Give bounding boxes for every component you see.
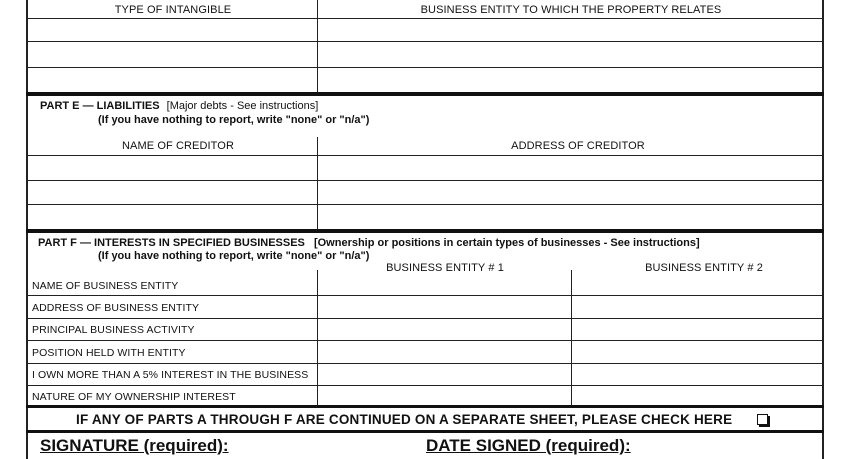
entity-2-name-field[interactable] — [572, 275, 822, 295]
part-d-row-2-entity[interactable] — [318, 42, 822, 67]
creditor-row-1-name[interactable] — [28, 156, 317, 180]
entity-1-address-field[interactable] — [318, 296, 571, 318]
entity-1-name-field[interactable] — [318, 275, 571, 295]
creditor-row-2-address[interactable] — [318, 181, 822, 204]
type-of-intangible-header: TYPE OF INTANGIBLE — [114, 4, 232, 16]
part-f-subnote: (If you have nothing to report, write "none" or "n/a") — [98, 250, 370, 262]
section-divider-part-e — [26, 92, 824, 96]
continued-sheet-checkbox[interactable] — [757, 414, 768, 425]
entity-2-ownership-5pct-field[interactable] — [572, 364, 822, 385]
row-label-own-more-than-5-percent: I OWN MORE THAN A 5% INTEREST IN THE BUSINESS — [32, 369, 309, 381]
creditor-row-2-name[interactable] — [28, 181, 317, 204]
section-divider-continued — [26, 405, 824, 408]
name-of-creditor-header: NAME OF CREDITOR — [121, 140, 234, 152]
creditor-row-1-address[interactable] — [318, 156, 822, 180]
entity-2-position-field[interactable] — [572, 341, 822, 363]
part-d-row-1-intangible[interactable] — [28, 19, 317, 41]
part-d-row-3-entity[interactable] — [318, 68, 822, 92]
entity-1-position-field[interactable] — [318, 341, 571, 363]
row-label-nature-of-ownership-interest: NATURE OF MY OWNERSHIP INTEREST — [32, 391, 236, 403]
business-entity-1-header: BUSINESS ENTITY # 1 — [386, 262, 504, 274]
creditor-row-3-address[interactable] — [318, 205, 822, 229]
row-label-name-of-business-entity: NAME OF BUSINESS ENTITY — [32, 280, 179, 292]
business-entity-relates-header: BUSINESS ENTITY TO WHICH THE PROPERTY RELATES — [420, 4, 722, 16]
continued-sheet-notice: IF ANY OF PARTS A THROUGH F ARE CONTINUED ON A SEPARATE SHEET, PLEASE CHECK HERE — [76, 412, 733, 427]
entity-2-address-field[interactable] — [572, 296, 822, 318]
entity-1-ownership-5pct-field[interactable] — [318, 364, 571, 385]
part-d-row-2-intangible[interactable] — [28, 42, 317, 67]
entity-2-activity-field[interactable] — [572, 319, 822, 340]
business-entity-2-header: BUSINESS ENTITY # 2 — [645, 262, 763, 274]
address-of-creditor-header: ADDRESS OF CREDITOR — [511, 140, 645, 152]
part-f-title — [38, 237, 700, 249]
row-label-address-of-business-entity: ADDRESS OF BUSINESS ENTITY — [32, 302, 200, 314]
part-f-note: [Ownership or positions in certain types of businesses - See instructions] — [313, 237, 700, 249]
entity-1-activity-field[interactable] — [318, 319, 571, 340]
row-label-principal-business-activity: PRINCIPAL BUSINESS ACTIVITY — [32, 324, 195, 336]
date-signed-label: DATE SIGNED (required): — [426, 436, 631, 455]
part-e-title — [40, 100, 318, 112]
part-e-subnote: (If you have nothing to report, write "none" or "n/a") — [98, 114, 370, 126]
part-e-title-text: PART E — LIABILITIES — [40, 100, 160, 112]
signature-label: SIGNATURE (required): — [40, 436, 229, 455]
section-divider-signature — [26, 430, 824, 433]
entity-1-nature-field[interactable] — [318, 386, 571, 407]
part-d-row-3-intangible[interactable] — [28, 68, 317, 92]
creditor-row-3-name[interactable] — [28, 205, 317, 229]
entity-2-nature-field[interactable] — [572, 386, 822, 407]
part-e-note: [Major debts - See instructions] — [166, 100, 319, 112]
part-d-row-1-entity[interactable] — [318, 19, 822, 41]
section-divider-part-f — [26, 229, 824, 233]
part-f-title-text: PART F — INTERESTS IN SPECIFIED BUSINESSES — [38, 237, 305, 249]
row-label-position-held-with-entity: POSITION HELD WITH ENTITY — [32, 347, 186, 359]
